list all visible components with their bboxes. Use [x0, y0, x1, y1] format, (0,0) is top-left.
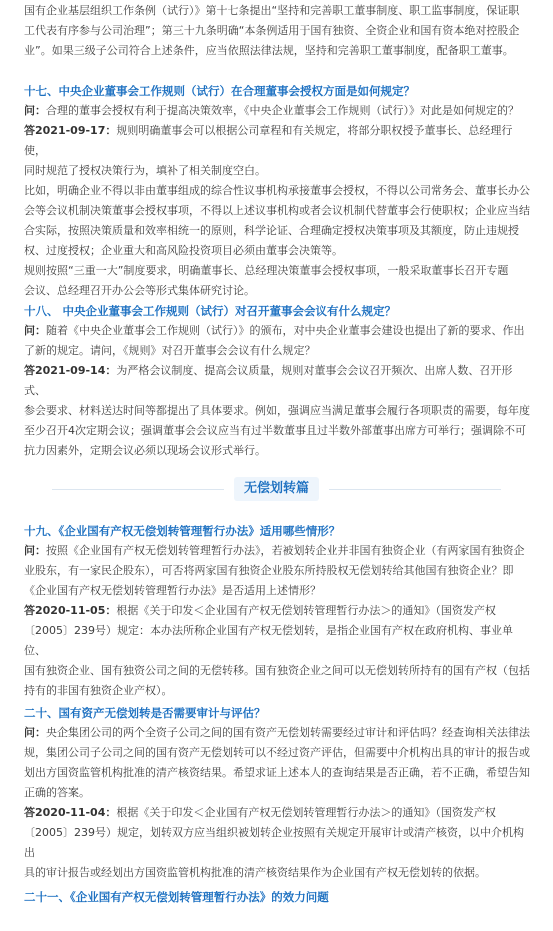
text-line: 业股东，有一家民企股东），可否将两家国有独资企业股东所持股权无偿划转给其他国有独资企业？即: [24, 564, 514, 577]
section-title: 无偿划转篇: [234, 477, 319, 501]
text-line: 随着《中央企业董事会工作规则（试行）》的颁布，对中央企业董事会建设也提出了新的要求、作出: [46, 324, 525, 337]
ask-label: 问：: [24, 104, 46, 117]
ask-text: 合理的董事会授权有利于提高决策效率，《中央企业董事会工作规则（试行）》对此是如何规定的？: [46, 104, 519, 117]
text-line: 具的审计报告或经划出方国资监管机构批准的清产核资结果作为企业国有产权无偿划转的依据。: [24, 866, 486, 879]
question-21: [24, 887, 532, 907]
text-line: 工代表有序参与公司治理”；第三十九条明确“本条例适用于国有独资、全资企业和国有资本绝对控股企: [24, 24, 520, 37]
text-line: 根据《关于印发＜企业国有产权无偿划转管理暂行办法＞的通知》（国资发产权: [116, 806, 496, 819]
text-line: 参会要求、材料送达时间等都提出了具体要求。例如，强调应当满足董事会履行各项职责的需要，每年度: [24, 404, 530, 417]
text-line: 央企集团公司的两个全资子公司之间的国有资产无偿划转需要经过审计和评估吗？经查询相关法律法: [46, 726, 530, 739]
text-line: 合实际，按照决策质量和效率相统一的原则，科学论证、合理确定授权决策事项及其额度，防止违规授: [24, 224, 519, 237]
answer-label: 答2021-09-14：: [24, 364, 117, 377]
question-heading: 二十、国有资产无偿划转是否需要审计与评估？: [24, 706, 266, 720]
answer-label: 答2020-11-05：: [24, 604, 117, 617]
text-line: 业”。如果三级子公司符合上述条件，应当依照法律法规，坚持和完善职工董事制度，配备职工董事。: [24, 44, 514, 57]
text-line: 为严格会议制度、提高会议质量，规则对董事会会议召开频次、出席人数、召开形式、: [24, 364, 513, 397]
text-line: 根据《关于印发＜企业国有产权无偿划转管理暂行办法＞的通知》（国资发产权: [116, 604, 496, 617]
question-heading: 十八、 中央企业董事会工作规则（试行）对召开董事会会议有什么规定？: [24, 304, 396, 318]
question-heading: 十九、《企业国有产权无偿划转管理暂行办法》适用哪些情形？: [24, 524, 341, 538]
text-line: 规则明确董事会可以根据公司章程和有关规定，将部分职权授予董事长、总经理行使，: [24, 124, 513, 157]
text-line: 持有的非国有独资企业产权）。: [24, 684, 173, 697]
divider: [52, 489, 224, 490]
question-text: [24, 321, 532, 341]
question-17: [24, 81, 532, 301]
text-line: 规，集团公司子公司之间的国有资产无偿划转可以不经过资产评估，但需要中介机构出具的审计的报告或: [24, 746, 530, 759]
ask-label: 问：: [24, 544, 46, 557]
text-line: 同时规范了授权决策行为，填补了相关制度空白。: [24, 164, 266, 177]
text-line: 规则按照“三重一大”制度要求，明确董事长、总经理决策董事会授权事项，一般采取董事长召开专题: [24, 264, 509, 277]
text-line: 《企业国有产权无偿划转管理暂行办法》是否适用上述情形？: [24, 584, 321, 597]
answer-text: [24, 803, 532, 823]
question-text: [24, 723, 532, 743]
question-19: [24, 521, 532, 701]
text-line: 了新的规定。请问，《规则》对召开董事会会议有什么规定？: [24, 344, 316, 357]
question-20: [24, 703, 532, 883]
answer-label: 答2021-09-17：: [24, 124, 117, 137]
text-line: 权、过度授权；企业重大和高风险投资项目必须由董事会决策等。: [24, 244, 343, 257]
answer-text: [24, 121, 532, 161]
text-line: 抗力因素外，定期会议必须以现场会议形式举行。: [24, 444, 266, 457]
text-line: 〔2005〕239号）规定，划转双方应当组织被划转企业按照有关规定开展审计或清产核资，以中介机构出: [24, 826, 524, 859]
text-line: 国有独资企业、国有独资公司之间的无偿转移。国有独资企业之间可以无偿划转所持有的国有产权（包括: [24, 664, 530, 677]
question-heading: 二十一、《企业国有产权无偿划转管理暂行办法》的效力问题: [24, 890, 329, 904]
text-line: 〔2005〕239号）规定：本办法所称企业国有产权无偿划转，是指企业国有产权在政府机构、事业单位、: [24, 624, 513, 657]
text-line: 国有企业基层组织工作条例（试行）》第十七条提出“坚持和完善职工董事制度、职工监事制度，保证职: [24, 4, 520, 17]
text-line: 划出方国资监管机构批准的清产核资结果。希望求证上述本人的查询结果是否正确，若不正确，希望告知: [24, 766, 530, 779]
answer-text: [24, 601, 532, 621]
question-heading: 十七、中央企业董事会工作规则（试行）在合理董事会授权方面是如何规定？: [24, 84, 415, 98]
ask-label: 问：: [24, 324, 46, 337]
section-banner: [0, 474, 553, 504]
answer-label: 答2020-11-04：: [24, 806, 117, 819]
answer-text: [24, 361, 532, 401]
text-line: 至少召开4次定期会议；强调董事会会议应当有过半数董事且过半数外部董事出席方可举行；强调除不可: [24, 424, 526, 437]
question-text: [24, 101, 532, 121]
text-line: 会等会议机制决策董事会授权事项，不得以上述议事机构或者会议机制代替董事会行使职权；企业应当结: [24, 204, 530, 217]
ask-label: 问：: [24, 726, 46, 739]
text-line: 正确的答案。: [24, 786, 90, 799]
text-line: 比如，明确企业不得以非由董事组成的综合性议事机构承接董事会授权，不得以公司常务会、董事长办公: [24, 184, 530, 197]
question-text: [24, 541, 532, 561]
question-18: [24, 301, 532, 461]
divider: [329, 489, 501, 490]
text-line: 会议、总经理召开办公会等形式集体研究讨论。: [24, 284, 255, 297]
text-line: 按照《企业国有产权无偿划转管理暂行办法》，若被划转企业并非国有独资企业（有两家国有独资企: [46, 544, 525, 557]
intro-paragraph: [24, 1, 532, 61]
